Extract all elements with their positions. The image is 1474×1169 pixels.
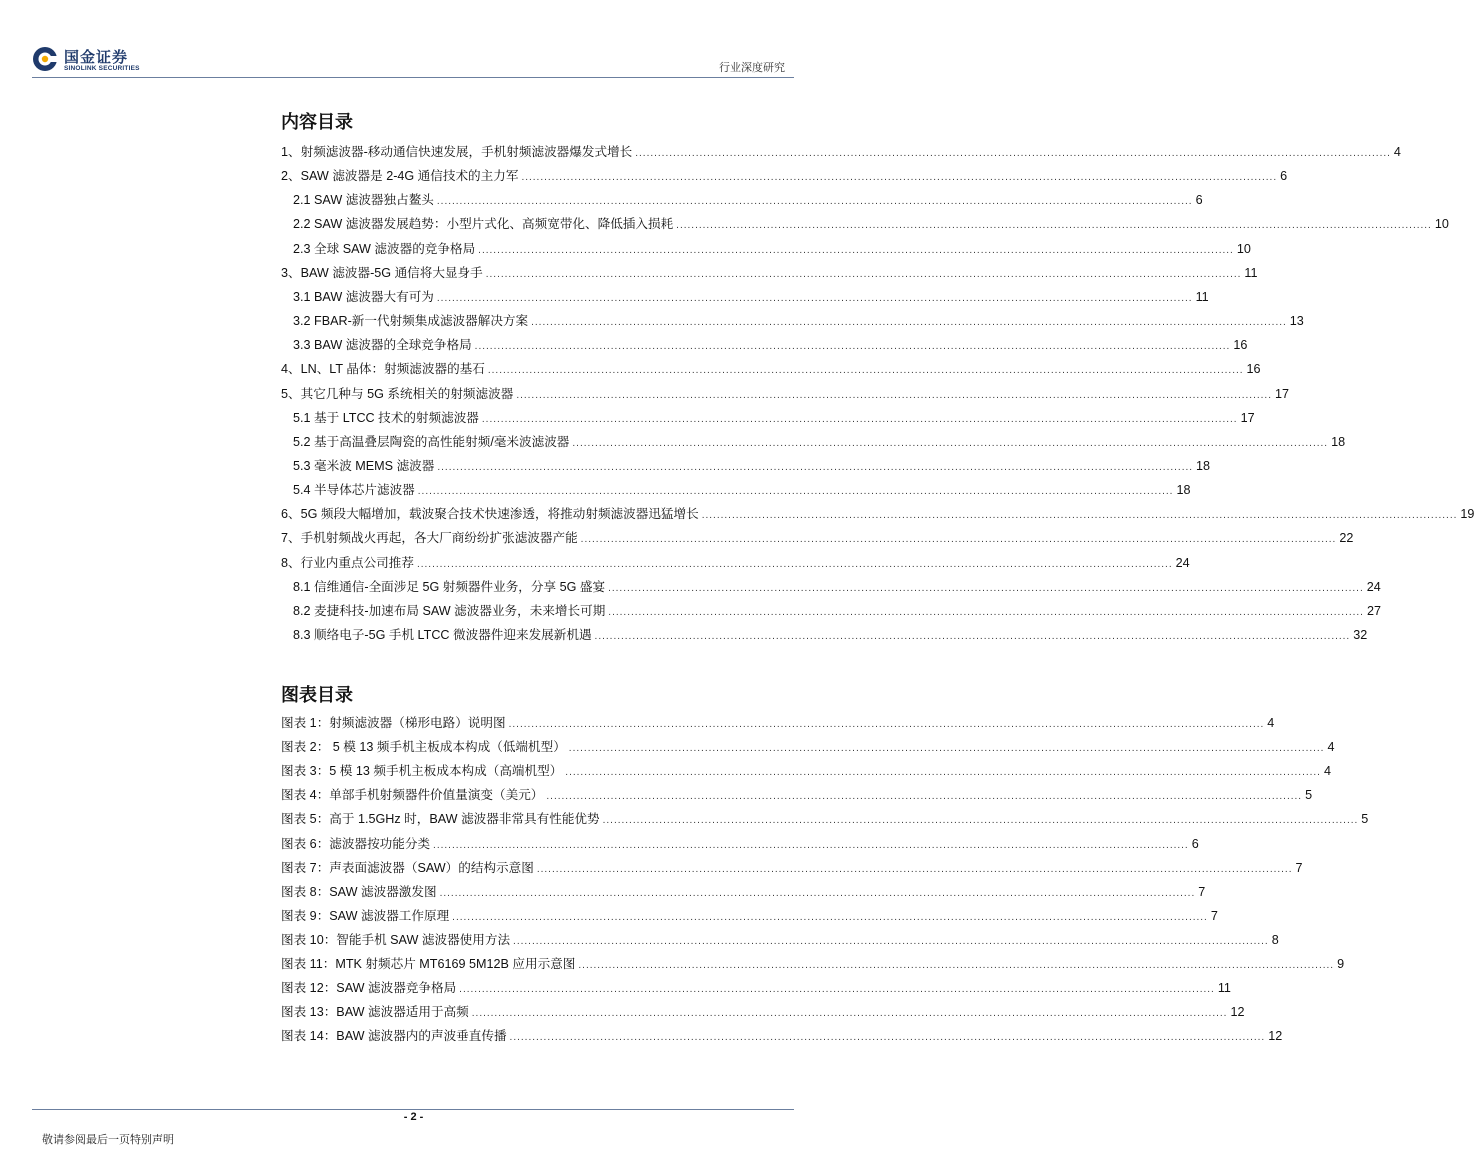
disclaimer: 敬请参阅最后一页特别声明 <box>42 1133 174 1146</box>
figure-entry[interactable] <box>281 1003 1245 1021</box>
toc-entry-label: 5.3 毫米波 MEMS 滤波器 <box>293 458 435 473</box>
toc-entry-page: 19 <box>1460 507 1474 522</box>
toc-entry[interactable] <box>281 385 1289 403</box>
page-number: - 2 - <box>403 1111 424 1123</box>
figure-entry-page: 5 <box>1305 788 1313 803</box>
toc-entry[interactable] <box>293 457 1211 475</box>
figure-entry-page: 7 <box>1210 908 1218 923</box>
toc-entry-label: 5、其它几种与 5G 系统相关的射频滤波器 <box>281 386 514 401</box>
figure-entry-label: 图表 12：SAW 滤波器竞争格局 <box>281 981 457 996</box>
toc-entry[interactable] <box>281 529 1354 547</box>
figure-entry-page: 8 <box>1271 932 1279 947</box>
figure-entry[interactable] <box>281 738 1335 756</box>
figure-entry-label: 图表 14：BAW 滤波器内的声波垂直传播 <box>281 1029 507 1044</box>
toc-entry-page: 10 <box>1434 217 1449 232</box>
dot-leader: ........................................................................................................................................................................................................ <box>578 960 1335 971</box>
toc-entry-page: 24 <box>1366 579 1381 594</box>
dot-leader: ........................................................................................................................................................................................................ <box>513 935 1269 947</box>
dot-leader: ........................................................................................................................................................................................................ <box>572 437 1329 449</box>
figure-entry-label: 图表 13：BAW 滤波器适用于高频 <box>281 1005 469 1020</box>
dot-leader: ........................................................................................................................................................................................................ <box>676 220 1432 232</box>
toc-entry-page: 22 <box>1339 531 1354 546</box>
toc-entry-label: 5.4 半导体芯片滤波器 <box>293 483 415 498</box>
toc-entry[interactable] <box>293 578 1381 596</box>
dot-leader: ........................................................................................................................................................................................................ <box>509 1032 1266 1044</box>
figure-entry[interactable] <box>281 835 1199 853</box>
dot-leader: ........................................................................................................................................................................................................ <box>536 863 1293 875</box>
toc-entry[interactable] <box>293 312 1304 330</box>
toc-entry-page: 11 <box>1195 289 1209 304</box>
figure-entry[interactable] <box>281 859 1303 877</box>
dot-leader: ........................................................................................................................................................................................................ <box>485 268 1242 280</box>
toc-entry-label: 5.2 基于高温叠层陶瓷的高性能射频/毫米波滤波器 <box>293 434 570 449</box>
toc-entry-page: 11 <box>1244 265 1258 280</box>
toc-entry[interactable] <box>293 336 1248 354</box>
logo-text-en: SINOLINK SECURITIES <box>64 65 140 72</box>
dot-leader: ........................................................................................................................................................................................................ <box>602 815 1359 827</box>
toc-entry-label: 2、SAW 滤波器是 2-4G 通信技术的主力军 <box>281 169 519 184</box>
toc-entry-label: 5.1 基于 LTCC 技术的射频滤波器 <box>293 410 479 425</box>
figure-entry-label: 图表 2： 5 模 13 频手机主板成本构成（低端机型） <box>281 740 566 755</box>
dot-leader: ........................................................................................................................................................................................................ <box>580 534 1337 546</box>
dot-leader: ........................................................................................................................................................................................................ <box>608 606 1364 618</box>
dot-leader: ........................................................................................................................................................................................................ <box>416 558 1173 570</box>
toc-entry-label: 3.1 BAW 滤波器大有可为 <box>293 289 434 304</box>
dot-leader: ........................................................................................................................................................................................................ <box>474 341 1231 353</box>
toc-entry[interactable] <box>281 143 1401 161</box>
dot-leader: ........................................................................................................................................................................................................ <box>521 172 1278 184</box>
toc-entry-label: 8、行业内重点公司推荐 <box>281 555 414 570</box>
figure-entry[interactable] <box>281 907 1218 925</box>
page-header <box>0 0 827 80</box>
toc-entry-page: 18 <box>1176 483 1191 498</box>
dot-leader: ........................................................................................................................................................................................................ <box>439 887 1196 899</box>
toc-entry-page: 18 <box>1196 458 1211 473</box>
toc-entry-label: 8.1 信维通信-全面涉足 5G 射频器件业务，分享 5G 盛宴 <box>293 579 606 594</box>
figure-entry[interactable] <box>281 714 1275 732</box>
toc-entry[interactable] <box>281 554 1190 572</box>
figure-entry-page: 4 <box>1323 764 1331 779</box>
dot-leader: ........................................................................................................................................................................................................ <box>516 389 1272 401</box>
toc-entry[interactable] <box>281 264 1258 282</box>
figure-entry-page: 12 <box>1268 1029 1283 1044</box>
header-divider <box>32 77 794 78</box>
dot-leader: ........................................................................................................................................................................................................ <box>635 148 1391 159</box>
toc-entry[interactable] <box>293 191 1203 209</box>
figure-entry-label: 图表 9：SAW 滤波器工作原理 <box>281 908 450 923</box>
toc-entry[interactable] <box>293 409 1255 427</box>
dot-leader: ........................................................................................................................................................................................................ <box>608 582 1364 594</box>
toc-entry[interactable] <box>293 433 1346 451</box>
dot-leader: ........................................................................................................................................................................................................ <box>459 984 1215 996</box>
toc-entry-page: 32 <box>1353 628 1368 642</box>
figure-entry[interactable] <box>281 786 1313 804</box>
toc-entry-label: 2.3 全球 SAW 滤波器的竞争格局 <box>293 241 476 256</box>
figure-entry[interactable] <box>281 955 1345 973</box>
figure-entry-label: 图表 10：智能手机 SAW 滤波器使用方法 <box>281 932 511 947</box>
dot-leader: ........................................................................................................................................................................................................ <box>701 510 1458 522</box>
toc-entry-label: 7、手机射频战火再起，各大厂商纷纷扩张滤波器产能 <box>281 531 578 546</box>
figure-entry-page: 11 <box>1217 981 1231 996</box>
toc-entry[interactable] <box>281 505 1474 523</box>
figure-entry[interactable] <box>281 979 1231 997</box>
toc-entry-page: 16 <box>1246 362 1261 377</box>
toc-entry-page: 6 <box>1195 193 1203 208</box>
figure-entry-label: 图表 4：单部手机射频器件价值量演变（美元） <box>281 788 544 803</box>
toc-entry-page: 27 <box>1366 603 1381 618</box>
toc-entry-label: 3.3 BAW 滤波器的全球竞争格局 <box>293 338 472 353</box>
toc-entry-page: 13 <box>1289 314 1304 329</box>
figure-entry-label: 图表 5：高于 1.5GHz 时，BAW 滤波器非常具有性能优势 <box>281 812 600 827</box>
toc-entry-label: 6、5G 频段大幅增加，载波聚合技术快速渗透，将推动射频滤波器迅猛增长 <box>281 507 699 522</box>
figure-entry-page: 4 <box>1327 740 1335 755</box>
figure-entry-label: 图表 6：滤波器按功能分类 <box>281 836 431 851</box>
toc-entry-page: 4 <box>1393 145 1401 159</box>
toc-entry[interactable] <box>293 288 1209 306</box>
footer-divider <box>32 1109 794 1110</box>
toc-entry-page: 10 <box>1236 241 1251 256</box>
figure-entry-page: 5 <box>1361 812 1369 827</box>
figure-entry[interactable] <box>281 762 1331 780</box>
figure-entry[interactable] <box>281 1027 1283 1045</box>
toc-entry[interactable] <box>293 240 1251 258</box>
figure-entry[interactable] <box>281 883 1206 901</box>
figure-entry-page: 9 <box>1337 957 1345 971</box>
figure-entry-page: 7 <box>1198 884 1206 899</box>
toc-title: 内容目录 <box>281 112 353 133</box>
figure-entry-label: 图表 1：射频滤波器（梯形电路）说明图 <box>281 716 506 730</box>
figure-entry-label: 图表 8：SAW 滤波器激发图 <box>281 884 437 899</box>
figure-entry-label: 图表 3：5 模 13 频手机主板成本构成（高端机型） <box>281 764 563 779</box>
report-category: 行业深度研究 <box>719 61 785 74</box>
toc-entry-label: 1、射频滤波器-移动通信快速发展，手机射频滤波器爆发式增长 <box>281 145 633 159</box>
toc-entry-page: 24 <box>1175 555 1190 570</box>
dot-leader: ........................................................................................................................................................................................................ <box>565 767 1321 779</box>
dot-leader: ........................................................................................................................................................................................................ <box>436 292 1193 304</box>
figure-entry[interactable] <box>281 810 1369 828</box>
toc-entry[interactable] <box>281 167 1288 185</box>
company-logo <box>32 44 192 76</box>
toc-entry[interactable] <box>281 360 1261 378</box>
dot-leader: ........................................................................................................................................................................................................ <box>437 461 1194 473</box>
dot-leader: ........................................................................................................................................................................................................ <box>508 719 1265 730</box>
dot-leader: ........................................................................................................................................................................................................ <box>531 317 1287 329</box>
toc-entry-label: 8.3 顺络电子-5G 手机 LTCC 微波器件迎来发展新机遇 <box>293 628 592 642</box>
logo-text-cn: 国金证券 <box>64 49 129 66</box>
dot-leader: ........................................................................................................................................................................................................ <box>417 486 1174 498</box>
toc-entry-page: 17 <box>1274 386 1289 401</box>
toc-entry[interactable] <box>293 215 1449 233</box>
toc-entry-page: 17 <box>1240 410 1255 425</box>
dot-leader: ........................................................................................................................................................................................................ <box>594 631 1351 642</box>
toc-entry-label: 3、BAW 滤波器-5G 通信将大显身手 <box>281 265 483 280</box>
figures-title: 图表目录 <box>281 685 353 706</box>
dot-leader: ........................................................................................................................................................................................................ <box>481 413 1238 425</box>
figure-entry-page: 4 <box>1267 716 1275 730</box>
figure-entry-label: 图表 7：声表面滤波器（SAW）的结构示意图 <box>281 860 534 875</box>
toc-entry[interactable] <box>293 481 1191 499</box>
toc-entry[interactable] <box>293 602 1381 620</box>
figure-entry-page: 12 <box>1230 1005 1245 1020</box>
figure-entry[interactable] <box>281 931 1279 949</box>
figure-entry-label: 图表 11：MTK 射频芯片 MT6169 5M12B 应用示意图 <box>281 957 576 971</box>
dot-leader: ........................................................................................................................................................................................................ <box>546 791 1303 803</box>
toc-entry-label: 8.2 麦捷科技-加速布局 SAW 滤波器业务，未来增长可期 <box>293 603 606 618</box>
dot-leader: ........................................................................................................................................................................................................ <box>487 365 1244 377</box>
toc-entry-page: 16 <box>1233 338 1248 353</box>
toc-entry-label: 2.1 SAW 滤波器独占鳌头 <box>293 193 434 208</box>
sinolink-logo-icon <box>32 46 58 72</box>
toc-entry-label: 3.2 FBAR-新一代射频集成滤波器解决方案 <box>293 314 529 329</box>
dot-leader: ........................................................................................................................................................................................................ <box>478 244 1234 256</box>
dot-leader: ........................................................................................................................................................................................................ <box>471 1008 1228 1020</box>
dot-leader: ........................................................................................................................................................................................................ <box>568 743 1325 755</box>
dot-leader: ........................................................................................................................................................................................................ <box>452 911 1208 923</box>
toc-entry-label: 2.2 SAW 滤波器发展趋势：小型片式化、高频宽带化、降低插入损耗 <box>293 217 674 232</box>
toc-entry-page: 18 <box>1331 434 1346 449</box>
dot-leader: ........................................................................................................................................................................................................ <box>436 196 1193 208</box>
toc-entry-page: 6 <box>1280 169 1288 184</box>
figure-entry-page: 7 <box>1295 860 1303 875</box>
figure-entry-page: 6 <box>1191 836 1199 851</box>
toc-entry-label: 4、LN、LT 晶体：射频滤波器的基石 <box>281 362 485 377</box>
toc-entry[interactable] <box>293 626 1368 644</box>
dot-leader: ........................................................................................................................................................................................................ <box>433 839 1189 851</box>
